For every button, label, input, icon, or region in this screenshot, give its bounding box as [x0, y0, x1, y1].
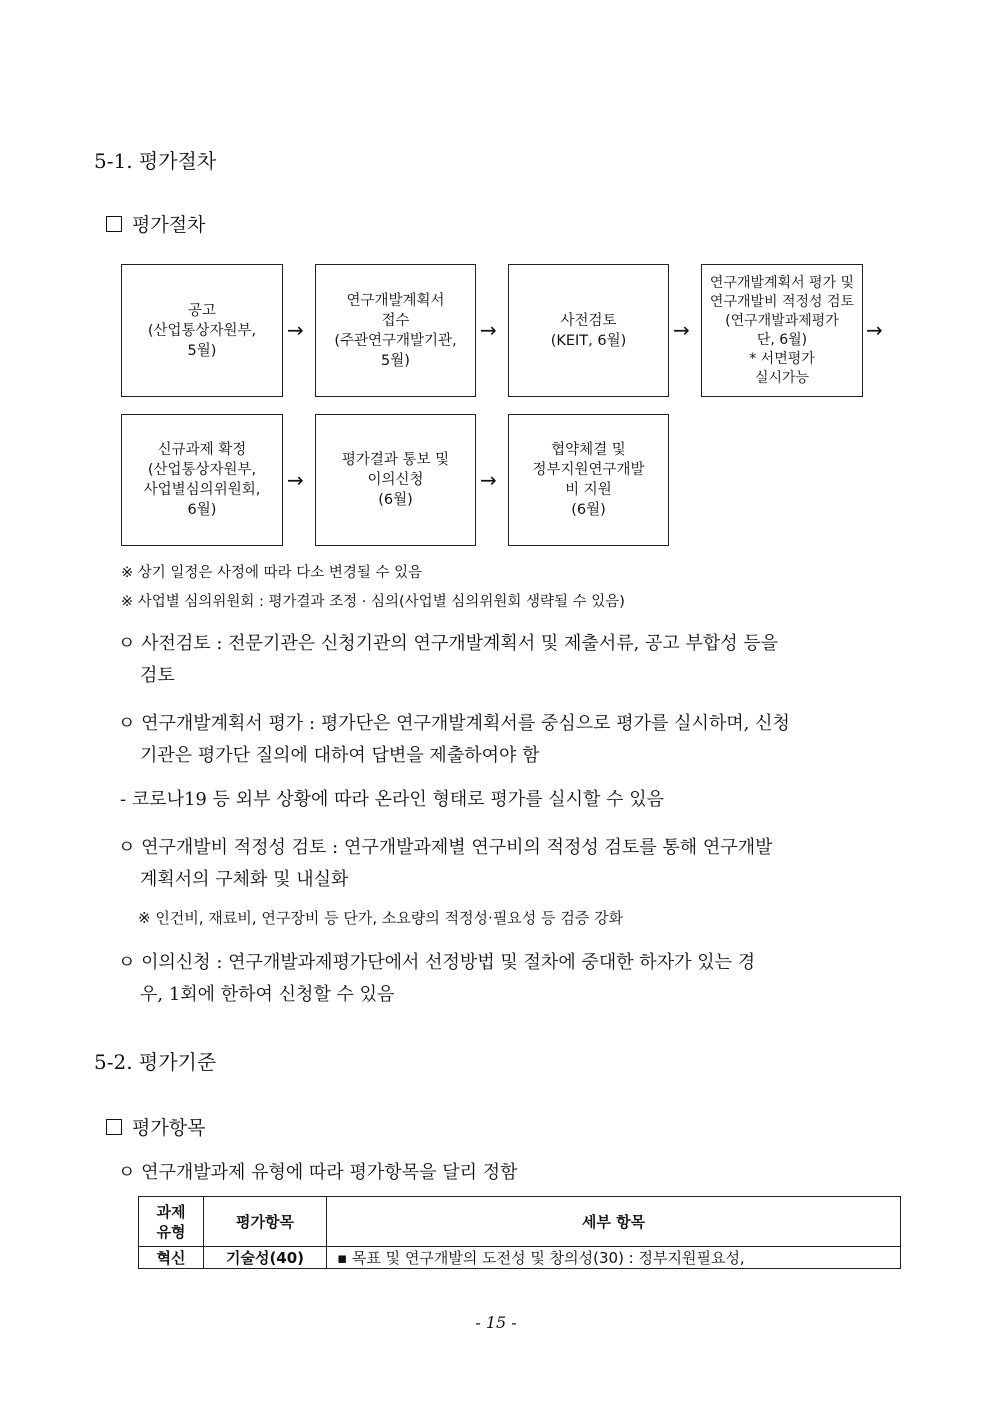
flow-step-agreement: 협약체결 및 정부지원연구개발 비 지원 (6월) [508, 414, 669, 546]
flow-step-notification: 평가결과 통보 및 이의신청 (6월) [315, 414, 476, 546]
evaluation-table [138, 1196, 901, 1269]
checkbox-square-icon [106, 216, 122, 232]
arrow-right-icon: → [287, 468, 304, 492]
flow-step-submission: 연구개발계획서 접수 (주관연구개발기관, 5월) [315, 264, 476, 397]
table-row [139, 1247, 901, 1269]
subheading-procedure [106, 210, 205, 237]
arrow-right-icon: → [673, 318, 690, 342]
item-lead: ㅇ 연구개발계획서 평가 : 평가단은 연구개발계획서를 중심으로 평가를 실시하며, 신청 [118, 713, 790, 734]
arrow-right-icon: → [480, 318, 497, 342]
item-continuation: 우, 1회에 한하여 신청할 수 있음 [140, 984, 395, 1005]
flow-step-announcement: 공고 (산업통상자원부, 5월) [121, 264, 283, 397]
criteria-intro: ㅇ 연구개발과제 유형에 따라 평가항목을 달리 정함 [118, 1162, 518, 1183]
item-budget-review [118, 832, 898, 896]
item-plan-evaluation [118, 708, 898, 772]
cell-type: 혁신 [139, 1247, 204, 1269]
subheading-items [106, 1113, 205, 1140]
checkbox-square-icon [106, 1119, 122, 1135]
item-covid-note [120, 784, 900, 816]
col-header-type: 과제 유형 [139, 1197, 204, 1247]
flow-step-prereview: 사전검토 (KEIT, 6월) [508, 264, 669, 397]
committee-note: ※ 사업별 심의위원회 : 평가결과 조정 · 심의(사업별 심의위원회 생략될 수 있음) [121, 594, 625, 610]
item-continuation: 검토 [140, 665, 175, 686]
item-appeal [118, 947, 898, 1011]
section-heading-5-2: 5-2. 평가기준 [94, 1050, 217, 1074]
page-number: - 15 - [475, 1313, 517, 1332]
item-continuation: 기관은 평가단 질의에 대하여 답변을 제출하여야 함 [140, 745, 540, 766]
item-continuation: 계획서의 구체화 및 내실화 [140, 869, 349, 890]
table-header-row [139, 1197, 901, 1247]
section-heading-5-1: 5-1. 평가절차 [94, 149, 217, 173]
item-lead: ㅇ 사전검토 : 전문기관은 신청기관의 연구개발계획서 및 제출서류, 공고 부합성 등을 [118, 633, 779, 654]
item-lead: ㅇ 이의신청 : 연구개발과제평가단에서 선정방법 및 절차에 중대한 하자가 있는 경 [118, 952, 756, 973]
col-header-item: 평가항목 [204, 1197, 327, 1247]
subheading-text: 평가절차 [132, 214, 206, 236]
cell-item: 기술성(40) [204, 1247, 327, 1269]
arrow-right-icon: → [866, 318, 883, 342]
schedule-note: ※ 상기 일정은 사정에 따라 다소 변경될 수 있음 [121, 565, 423, 581]
arrow-right-icon: → [287, 318, 304, 342]
item-lead: ㅇ 연구개발비 적정성 검토 : 연구개발과제별 연구비의 적정성 검토를 통해 연구개발 [118, 837, 773, 858]
budget-review-note: ※ 인건비, 재료비, 연구장비 등 단가, 소요량의 적정성·필요성 등 검증 강화 [138, 909, 624, 927]
item-lead: - 코로나19 등 외부 상황에 따라 온라인 형태로 평가를 실시할 수 있음 [120, 789, 665, 810]
arrow-right-icon: → [480, 468, 497, 492]
flow-step-evaluation: 연구개발계획서 평가 및 연구개발비 적정성 검토 (연구개발과제평가 단, 6월) * 서면평가 실시가능 [701, 264, 863, 397]
flow-step-confirmation: 신규과제 확정 (산업통상자원부, 사업별심의위원회, 6월) [121, 414, 283, 546]
cell-detail: ▪ 목표 및 연구개발의 도전성 및 창의성(30) : 정부지원필요성, [327, 1247, 901, 1269]
item-prereview [118, 628, 898, 692]
col-header-detail: 세부 항목 [327, 1197, 901, 1247]
subheading-text: 평가항목 [132, 1117, 206, 1139]
